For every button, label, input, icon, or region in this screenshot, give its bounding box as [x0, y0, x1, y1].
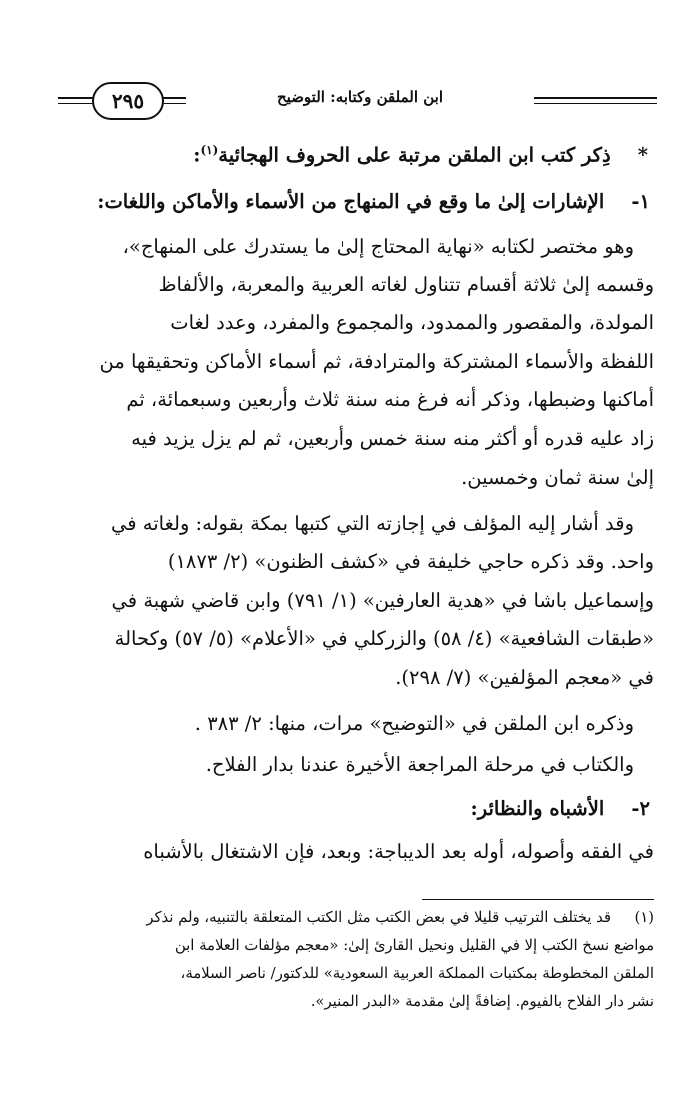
item-1-title	[97, 190, 650, 213]
running-title: ابن الملقن وكتابه: التوضيح	[186, 88, 534, 106]
item-1-title-text: الإشارات إلىٰ ما وقع في المنهاج من الأسماء والأماكن واللغات:	[97, 190, 605, 213]
footnote-reference: (١)	[200, 143, 219, 157]
paragraph-3: وذكره ابن الملقن في «التوضيح» مرات، منها: ٢/ ٣٨٣ .	[194, 712, 634, 735]
footnote-line-3: الملقن المخطوطة بمكتبات المملكة العربية السعودية» للدكتور/ ناصر السلامة،	[180, 965, 654, 982]
page-number: ٢٩٥	[111, 89, 145, 113]
section-heading-text: ذِكر كتب ابن الملقن مرتبة على الحروف الهجائية	[218, 143, 611, 167]
paragraph-2-line-5: في «معجم المؤلفين» (٧/ ٢٩٨).	[395, 666, 654, 689]
paragraph-2-line-3: وإسماعيل باشا في «هدية العارفين» (١/ ٧٩١) وابن قاضي شهبة في	[111, 589, 654, 612]
item-2-title	[471, 797, 650, 820]
paragraph-4: والكتاب في مرحلة المراجعة الأخيرة عندنا بدار الفلاح.	[205, 753, 634, 776]
item-2-title-text: الأشباه والنظائر:	[470, 797, 605, 820]
star-bullet: *	[637, 143, 648, 167]
footnote-marker: (١)	[634, 909, 654, 926]
paragraph-2-line-2: واحد. وقد ذكره حاجي خليفة في «كشف الظنون» (٢/ ١٨٧٣)	[167, 550, 654, 573]
heading-colon: :	[193, 143, 201, 167]
paragraph-2-line-4: «طبقات الشافعية» (٤/ ٥٨) والزركلي في «الأعلام» (٥/ ٥٧) وكحالة	[114, 627, 654, 650]
paragraph-1-line-7: إلىٰ سنة ثمان وخمسين.	[461, 466, 654, 489]
item-2-number: ٢-	[631, 797, 650, 820]
section-heading	[193, 143, 648, 167]
footnote-separator	[422, 899, 654, 900]
paragraph-5: في الفقه وأصوله، أوله بعد الديباجة: وبعد، فإن الاشتغال بالأشباه	[143, 840, 654, 863]
paragraph-1-line-3: المولدة، والمقصور والممدود، والمجموع والمفرد، وعدد لغات	[170, 311, 654, 334]
page-number-badge	[92, 82, 164, 120]
footnote-line-1-text: قد يختلف الترتيب قليلا في بعض الكتب مثل الكتب المتعلقة بالتنبيه، ولم نذكر	[146, 909, 611, 926]
paragraph-1-line-4: اللفظة والأسماء المشتركة والمترادفة، ثم أسماء الأماكن وتحقيقها من	[99, 350, 654, 373]
footnote-line-2: مواضع نسخ الكتب إلا في القليل ونحيل القارئ إلىٰ: «معجم مؤلفات العلامة ابن	[174, 937, 654, 954]
item-1-number: ١-	[631, 190, 650, 213]
paragraph-1-line-5: أماكنها وضبطها، وذكر أنه فرغ منه سنة ثلاث وأربعين وسبعمائة، ثم	[126, 388, 654, 411]
paragraph-1-line-1: وهو مختصر لكتابه «نهاية المحتاج إلىٰ ما يستدرك على المنهاج»،	[122, 235, 634, 258]
paragraph-1-line-2: وقسمه إلىٰ ثلاثة أقسام تتناول لغاته العربية والمعربة، والألفاظ	[158, 273, 654, 296]
footnote-line-4: نشر دار الفلاح بالفيوم. إضافةً إلىٰ مقدمة «البدر المنير».	[310, 993, 654, 1010]
paragraph-2-line-1: وقد أشار إليه المؤلف في إجازته التي كتبها بمكة بقوله: ولغاته في	[111, 512, 634, 535]
footnote-line-1	[146, 909, 654, 926]
paragraph-1-line-6: زاد عليه قدره أو أكثر منه سنة خمس وأربعين، ثم لم يزل يزيد فيه	[131, 427, 654, 450]
